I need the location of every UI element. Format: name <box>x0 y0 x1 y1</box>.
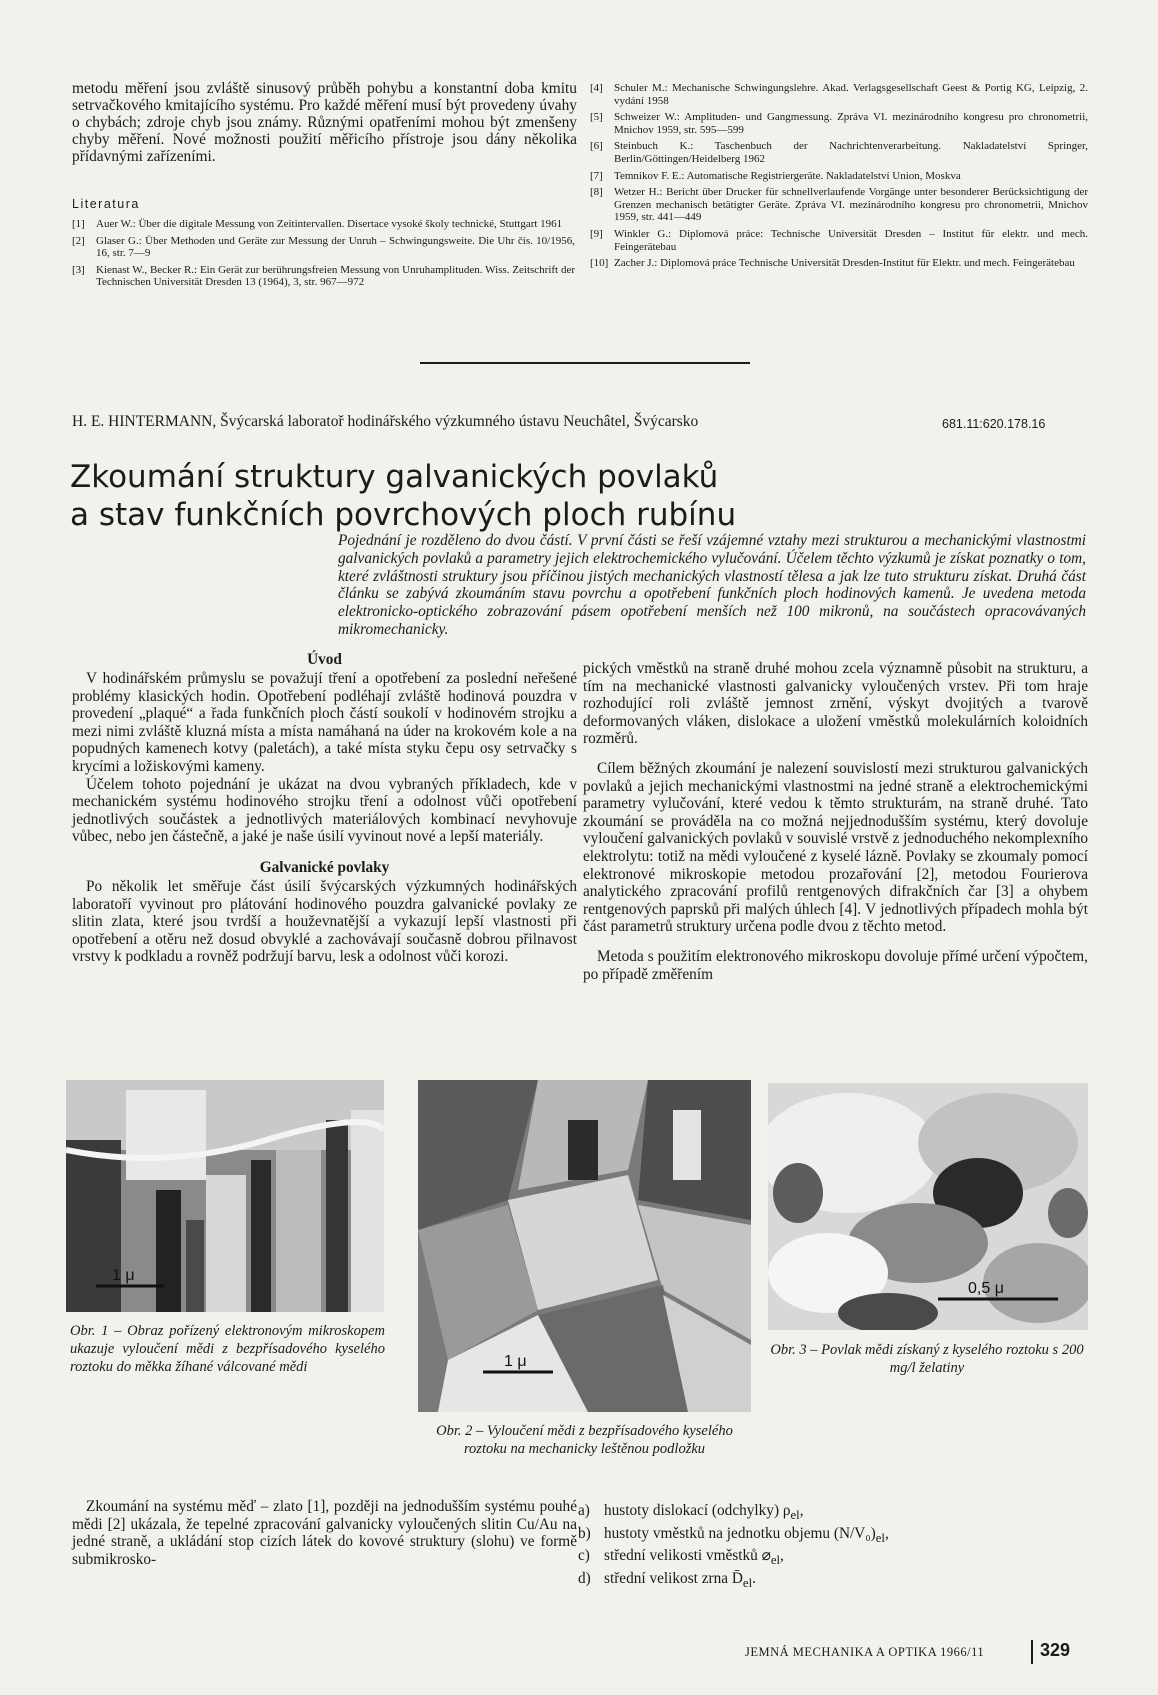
udc-code: 681.11:620.178.16 <box>942 417 1046 431</box>
reference-number: [5] <box>590 111 603 124</box>
reference-number: [10] <box>590 257 609 270</box>
right-column <box>583 660 1088 983</box>
list-label: d) <box>578 1569 591 1587</box>
figure-3-caption: Obr. 3 – Povlak mědi získaný z kyselého roztoku s 200 mg/l želatiny <box>770 1342 1084 1376</box>
page-number: 329 <box>1040 1640 1071 1660</box>
figure-1-micrograph <box>66 1080 384 1312</box>
article-divider <box>420 362 750 364</box>
list-subscript: el <box>875 1530 885 1545</box>
list-text: hustoty vměstků na jednotku objemu (N/V₀) <box>604 1524 876 1542</box>
bottom-paragraph: Zkoumání na systému měď – zlato [1], později na jednodušším systému pouhé mědi [2] ukázala, že tepelné zpracování galvanicky vyloučených slitin Cu/Au na jedné straně, a ukládání stop cizích látek do kovové struktury (slohu) ve formě submikrosko- <box>72 1498 577 1568</box>
footer-separator <box>1031 1640 1033 1664</box>
list-text: střední velikost zrna D̄ <box>604 1569 743 1587</box>
paragraph: Účelem tohoto pojednání je ukázat na dvou vybraných příkladech, kde v mechanickém systému hodinového strojku tření a odolnost vůči opotřebení jednotlivých součástek a jednotlivých materiálových kombinací nevyhovuje vůbec, nebo jen částečně, a jaké je naše úsilí vyvinout nové a lepší materiály. <box>72 775 577 846</box>
author-line: H. E. HINTERMANN, Švýcarská laboratoř hodinářského výzkumného ústavu Neuchâtel, Švýcarsko <box>72 413 699 430</box>
reference-number: [7] <box>590 169 603 182</box>
list-item: d) střední velikost zrna $D̄_{el}$. <box>578 1570 1083 1593</box>
reference-number: [1] <box>72 218 85 230</box>
list-label: c) <box>578 1547 590 1565</box>
journal-footer: JEMNÁ MECHANIKA A OPTIKA 1966/11 <box>745 1645 985 1659</box>
reference-item <box>590 186 1088 224</box>
figure-2-caption: Obr. 2 – Vyloučení mědi z bezpřísadového kyselého roztoku na mechanicky leštěnou podložku <box>436 1423 733 1457</box>
reference-item <box>590 257 1088 270</box>
reference-item <box>72 218 575 231</box>
figure-1-scale-label: 1 μ <box>112 1267 135 1284</box>
reference-item <box>590 170 1088 183</box>
list-text: střední velikosti vměstků ⌀ <box>604 1547 771 1565</box>
reference-text: Zacher J.: Diplomová práce Technische Universität Dresden-Institut für Elektr. und mech. Feingerätebau <box>614 257 1075 270</box>
figure-3-micrograph <box>768 1083 1088 1330</box>
paragraph: Metoda s použitím elektronového mikroskopu dovoluje přímé určení výpočtem, po případě změřením <box>583 947 1088 983</box>
abstract: Pojednání je rozděleno do dvou částí. V první části se řeší vzájemné vztahy mezi strukturou a mechanickými vlastnostmi galvanických povlaků a parametry jejich elektrochemického vylučování. Účelem těchto výzkumů je získat poznatky o tom, které zvláštnosti struktury jsou příčinou jistých mechanických vlastností tělesa a jak lze tuto strukturu získat. Druhá část článku se zabývá zkoumáním stavu povrchu a opotřebení funkčních ploch hodinových kamenů. Je uvedena metoda elektronicko-optického zobrazování pásem opotřebení menších než 100 mikronů, na součástech opracovávaných mikromechanicky. <box>338 532 1086 638</box>
references-list-right <box>590 82 1088 274</box>
list-subscript: el <box>742 1575 753 1590</box>
reference-item <box>72 235 575 260</box>
paragraph: pických vměstků na straně druhé mohou zcela významně působit na strukturu, a tím na mechanické vlastnosti galvanicky vyloučených vrstev. Při tom hraje rozhodující roli zvláště jemnost zrnění, výskyt dvojitých a tvarově deformovaných vláken, dislokace a uložení vměstků molekulárních koloidních rozměrů. <box>583 660 1088 748</box>
reference-item <box>590 82 1088 107</box>
section-heading-galvanic: Galvanické povlaky <box>259 858 390 876</box>
figure-2-micrograph <box>418 1080 751 1412</box>
paragraph: V hodinářském průmyslu se považují tření a opotřebení za poslední neřešené problémy klasických hodin. Opotřebení podléhají zvláště hodinová pouzdra v provedení „plaqué“ a řada funkčních ploch částí soukolí v hodinovém strojku a mezi nimi zvláště kluzná místa a místa namáhaná na úder na krokovém kole a na popudných kamenech kotvy (paletách), a také místa styku čepu osy setrvačky s krycími a ložiskovými kameny. <box>72 670 577 775</box>
continuation-paragraph: metodu měření jsou zvláště sinusový průběh pohybu a konstantní doba kmitu setrvačkového kmitajícího systému. Pro každé měření musí být provedeny úvahy o chybách; zdroje chyb jsou známy. Různými opatřeními mohou být zmenšeny chyby měření. Nové možnosti použití měřicího přístroje jsou dány několika přídavnými zařízeními. <box>72 80 577 165</box>
title-line-1: Zkoumání struktury galvanických povlaků <box>70 458 719 495</box>
list-label: b) <box>578 1524 591 1542</box>
list-item: a) hustoty dislokací (odchylky) $\rho_{el}$, <box>578 1502 1083 1525</box>
list-subscript: el <box>790 1508 800 1523</box>
reference-item <box>590 228 1088 253</box>
article-title <box>70 458 970 534</box>
reference-number: [3] <box>72 263 85 276</box>
list-label: a) <box>578 1502 590 1519</box>
reference-number: [8] <box>590 186 603 199</box>
reference-text: Glaser G.: Über Methoden und Geräte zur Messung der Unruh – Schwingungsweite. Die Uhr čís. 10/1956, 16, str. 7—9 <box>96 234 575 260</box>
reference-number: [4] <box>590 82 603 94</box>
list-item: c) střední velikosti vměstků $⌀_{el}$, <box>578 1547 1083 1570</box>
reference-text: Wetzer H.: Bericht über Drucker für schnellverlaufende Vorgänge unter besonderer Berücksichtigung der Grenzen mechanisch betätigter Geräte. Zpráva VI. mezinárodního kongresu pro chronometrii, Mnichov 1959, str. 441—449 <box>614 186 1088 224</box>
reference-text: Schweizer W.: Amplituden- und Gangmessung. Zpráva VI. mezinárodního kongresu pro chronometrii, Mnichov 1959, str. 595—599 <box>614 111 1088 136</box>
reference-item <box>72 264 575 289</box>
reference-text: Auer W.: Über die digitale Messung von Zeitintervallen. Disertace vysoké školy technické, Stuttgart 1961 <box>96 218 563 230</box>
paragraph: Cílem běžných zkoumání je nalezení souvislostí mezi strukturou galvanických povlaků a jejich mechanickými vlastnostmi na jedné straně a elektrochemickými parametry vylučování, které vedou k těmto strukturám, na straně druhé. Tato zkoumání se prováděla na co možná nejjednodušším systému, který dovoluje vyloučení galvanických povlaků v souvislé vrstvě z jednoduchého nekomplexního elektrolytu: totiž na mědi vyloučené z kyselé lázně. Povlaky se zkoumaly pomocí elektronové mikroskopie metodou prozařování [2], metodou Fourierova analytického zpracování profilů rentgenových difrakčních čar [3] a ohybem rentgenových paprsků při malých úhlech [4]. V jednotlivých případech mohla být část parametrů struktury určena podle dvou z těchto metod. <box>583 759 1088 936</box>
reference-number: [6] <box>590 140 603 153</box>
list-item: b) hustoty vměstků na jednotku objemu $(N/V_0)_{el}$, <box>578 1525 1083 1548</box>
parameter-list <box>578 1502 1083 1592</box>
reference-item <box>590 111 1088 136</box>
list-subscript: el <box>770 1553 781 1568</box>
reference-text: Winkler G.: Diplomová práce: Technische Universität Dresden – Institut für elektr. und mech. Feingerätebau <box>614 227 1088 253</box>
title-line-2: a stav funkčních povrchových ploch rubínu <box>70 496 737 533</box>
figure-1-caption: Obr. 1 – Obraz pořízený elektronovým mikroskopem ukazuje vyloučení mědi z bezpřísadového kyselého roztoku do měkka žíhané válcované mědi <box>70 1323 385 1375</box>
section-heading-intro: Úvod <box>307 651 342 668</box>
literature-heading: Literatura <box>72 197 140 211</box>
left-column <box>72 650 577 966</box>
reference-number: [9] <box>590 227 603 240</box>
reference-item <box>590 140 1088 165</box>
reference-text: Steinbuch K.: Taschenbuch der Nachrichtenverarbeitung. Nakladatelství Springer, Berlin/Göttingen/Heidelberg 1962 <box>614 140 1088 165</box>
reference-text: Schuler M.: Mechanische Schwingungslehre. Akad. Verlagsgesellschaft Geest & Portig KG, Leipzig, 2. vydání 1958 <box>614 82 1088 107</box>
reference-text: Kienast W., Becker R.: Ein Gerät zur berührungsfreien Messung von Unruhamplituden. Wiss. Zeitschrift der Technischen Universität Dresden 13 (1964), 3, str. 967—972 <box>96 263 575 289</box>
figure-3-scale-label: 0,5 μ <box>968 1280 1004 1297</box>
references-list-left <box>72 218 575 293</box>
list-text: hustoty dislokací (odchylky) ρ <box>604 1502 791 1519</box>
paragraph: Po několik let směřuje část úsilí švýcarských výzkumných hodinářských laboratoří vyvinout pro plátování hodinového pouzdra galvanické povlaky ze slitin zlata, které jsou tvrdší a houževnatější a vykazují lepší vlastnosti při opotřebení a otěru než dosud obvyklé a zachovávají současně dobrou přilnavost vrstvy k podkladu a rovněž podržují barvu, lesk a odolnost vůči korozi. <box>72 877 577 966</box>
figure-2-scale-label: 1 μ <box>504 1353 527 1370</box>
reference-text: Temnikov F. E.: Automatische Registriergeräte. Nakladatelství Union, Moskva <box>614 169 961 182</box>
reference-number: [2] <box>72 234 85 247</box>
